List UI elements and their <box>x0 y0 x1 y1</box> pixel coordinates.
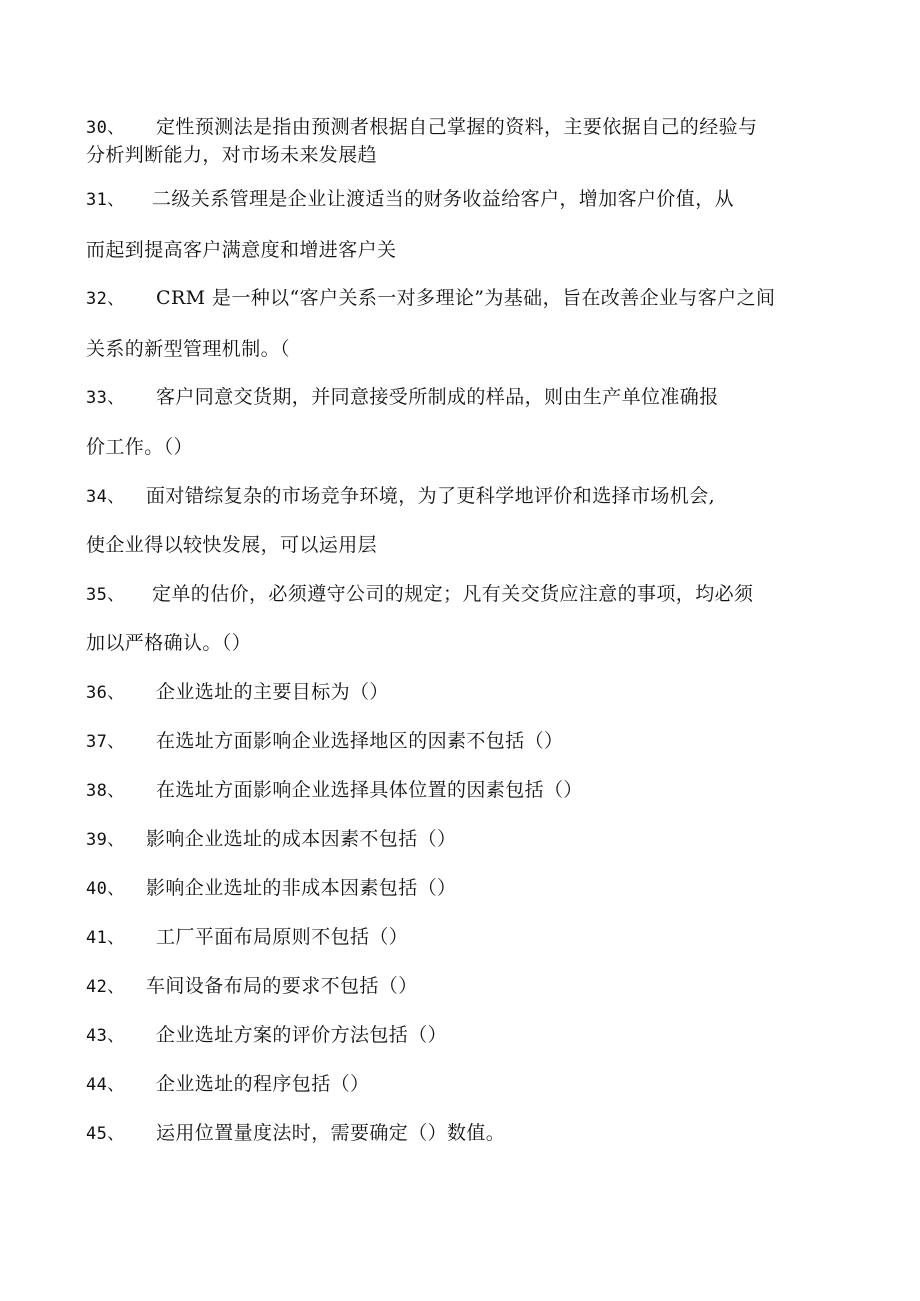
question-text: 车间设备布局的要求不包括（） <box>146 975 418 997</box>
question-35 <box>86 582 753 607</box>
question-text-continued: 关系的新型管理机制。（ <box>86 338 290 360</box>
question-39 <box>86 827 456 852</box>
question-text: CRM 是一种以“客户关系一对多理论”为基础，旨在改善企业与客户之间 <box>156 287 776 309</box>
question-number: 33、 <box>86 388 125 408</box>
question-33 <box>86 385 719 410</box>
question-number: 43、 <box>86 1026 125 1046</box>
question-38 <box>86 778 583 803</box>
question-text: 面对错综复杂的市场竞争环境，为了更科学地评价和选择市场机会, <box>146 485 716 507</box>
question-31-continuation <box>86 238 396 262</box>
question-41 <box>86 925 408 950</box>
question-number: 44、 <box>86 1075 125 1095</box>
question-43 <box>86 1023 447 1048</box>
question-31 <box>86 187 734 212</box>
question-32 <box>86 286 775 311</box>
question-number: 41、 <box>86 928 125 948</box>
question-text: 二级关系管理是企业让渡适当的财务收益给客户，增加客户价值，从 <box>152 188 735 210</box>
question-32-continuation <box>86 337 290 361</box>
question-number: 39、 <box>86 830 125 850</box>
question-33-continuation <box>86 435 193 459</box>
question-text: 在选址方面影响企业选择地区的因素不包括（） <box>156 730 564 752</box>
question-text-continued: 使企业得以较快发展，可以运用层 <box>86 534 378 556</box>
question-text-continued: 而起到提高客户满意度和增进客户关 <box>86 239 397 261</box>
question-text: 企业选址的主要目标为（） <box>156 681 389 703</box>
question-text: 影响企业选址的非成本因素包括（） <box>146 877 457 899</box>
question-number: 42、 <box>86 977 125 997</box>
question-number: 38、 <box>86 781 125 801</box>
question-text: 影响企业选址的成本因素不包括（） <box>146 828 457 850</box>
question-34 <box>86 484 715 509</box>
question-text: 企业选址的程序包括（） <box>156 1073 370 1095</box>
question-number: 45、 <box>86 1124 125 1144</box>
question-30 <box>86 115 757 140</box>
question-number: 35、 <box>86 585 125 605</box>
question-text: 企业选址方案的评价方法包括（） <box>156 1024 448 1046</box>
question-text: 在选址方面影响企业选择具体位置的因素包括（） <box>156 779 583 801</box>
question-35-continuation <box>86 631 251 655</box>
question-42 <box>86 974 418 999</box>
question-text-continued: 分析判断能力，对市场未来发展趋 <box>86 144 378 166</box>
question-number: 37、 <box>86 732 125 752</box>
question-45 <box>86 1121 505 1146</box>
question-text: 定性预测法是指由预测者根据自己掌握的资料，主要依据自己的经验与 <box>156 116 758 138</box>
question-text: 客户同意交货期，并同意接受所制成的样品，则由生产单位准确报 <box>156 386 719 408</box>
question-34-continuation <box>86 533 377 557</box>
question-number: 34、 <box>86 487 125 507</box>
question-text-continued: 价工作。（） <box>86 436 193 458</box>
question-number: 30、 <box>86 118 125 138</box>
question-text-continued: 加以严格确认。（） <box>86 632 252 654</box>
question-text: 运用位置量度法时，需要确定（）数值。 <box>156 1122 506 1144</box>
question-number: 40、 <box>86 879 125 899</box>
question-number: 32、 <box>86 289 125 309</box>
question-text: 工厂平面布局原则不包括（） <box>156 926 409 948</box>
question-number: 36、 <box>86 683 125 703</box>
question-number: 31、 <box>86 190 125 210</box>
question-44 <box>86 1072 369 1097</box>
question-40 <box>86 876 456 901</box>
question-37 <box>86 729 563 754</box>
question-30-continuation <box>86 143 377 167</box>
question-36 <box>86 680 389 705</box>
question-text: 定单的估价，必须遵守公司的规定；凡有关交货应注意的事项，均必须 <box>152 583 754 605</box>
